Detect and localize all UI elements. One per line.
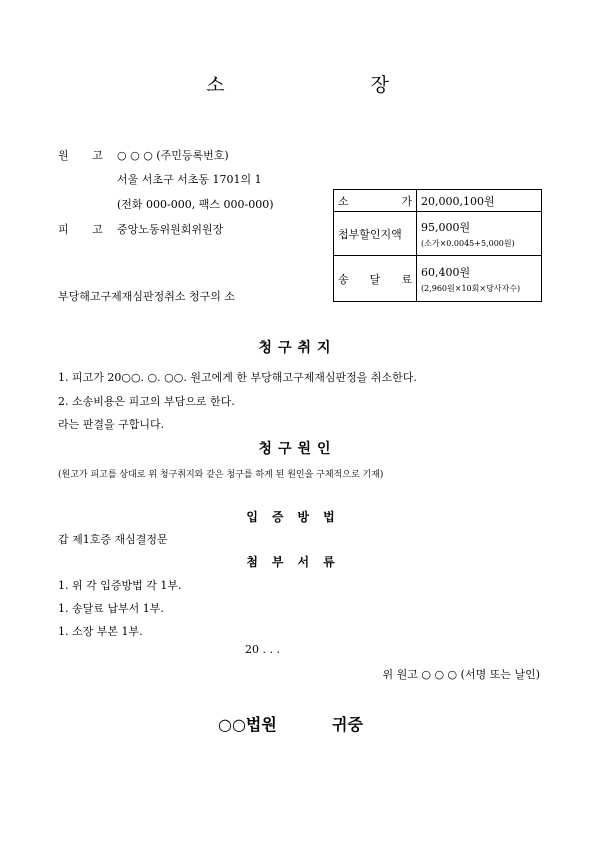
fee-label: 첩부할인지액 [334, 212, 417, 256]
fee-row [334, 212, 542, 256]
claim-item: 2. 소송비용은 피고의 부담으로 한다. [58, 395, 235, 408]
document-title: 소 장 [206, 74, 459, 96]
fee-value [417, 190, 542, 212]
court-name: ○○법원 [218, 715, 277, 734]
claim-item: 1. 피고가 20○○. ○. ○○. 원고에게 한 부당해고구제재심판정을 취소한다. [58, 371, 417, 384]
attachment-item: 1. 소장 부본 1부. [58, 625, 143, 638]
fee-value [417, 212, 542, 256]
plaintiff-label: 원 고 [58, 149, 113, 162]
fee-amount: 60,400원 [421, 265, 471, 279]
date-line: 20 . . . [245, 643, 280, 656]
fee-value [417, 256, 542, 302]
fee-row [334, 190, 542, 212]
plaintiff-name: ○ ○ ○ (주민등록번호) [117, 149, 229, 162]
fee-note: (2,960원×10회×당사자수) [421, 283, 521, 293]
proof-item: 갑 제1호증 재심결정문 [58, 533, 168, 546]
fee-label: 소 가 [334, 190, 417, 212]
fee-label: 송 달 료 [334, 256, 417, 302]
fee-table [333, 189, 542, 302]
cause-note: (원고가 피고를 상대로 위 청구취지와 같은 청구를 하게 된 원인을 구체적으로 기재) [58, 470, 384, 480]
plaintiff-address: 서울 서초구 서초동 1701의 1 [117, 173, 262, 186]
fee-row [334, 256, 542, 302]
fee-amount: 20,000,100원 [421, 194, 495, 208]
attachments-heading: 첨부서류 [246, 555, 349, 569]
attachment-item: 1. 송달료 납부서 1부. [58, 602, 164, 615]
proof-heading: 입증방법 [246, 510, 349, 524]
defendant-name: 중앙노동위원회위원장 [117, 223, 224, 236]
court-receiver: 귀중 [332, 715, 363, 734]
case-name: 부당해고구제재심판정취소 청구의 소 [58, 290, 236, 303]
cause-heading: 청구원인 [258, 441, 337, 457]
attachment-item: 1. 위 각 입증방법 각 1부. [58, 579, 182, 592]
claim-item: 라는 판결을 구합니다. [58, 418, 165, 431]
fee-amount: 95,000원 [421, 220, 471, 234]
fee-note: (소가×0.0045+5,000원) [421, 238, 515, 248]
plaintiff-contact: (전화 000-000, 팩스 000-000) [117, 198, 274, 211]
claim-heading: 청구취지 [258, 340, 337, 356]
defendant-label: 피 고 [58, 223, 113, 236]
signature-line: 위 원고 ○ ○ ○ (서명 또는 날인) [382, 668, 540, 681]
